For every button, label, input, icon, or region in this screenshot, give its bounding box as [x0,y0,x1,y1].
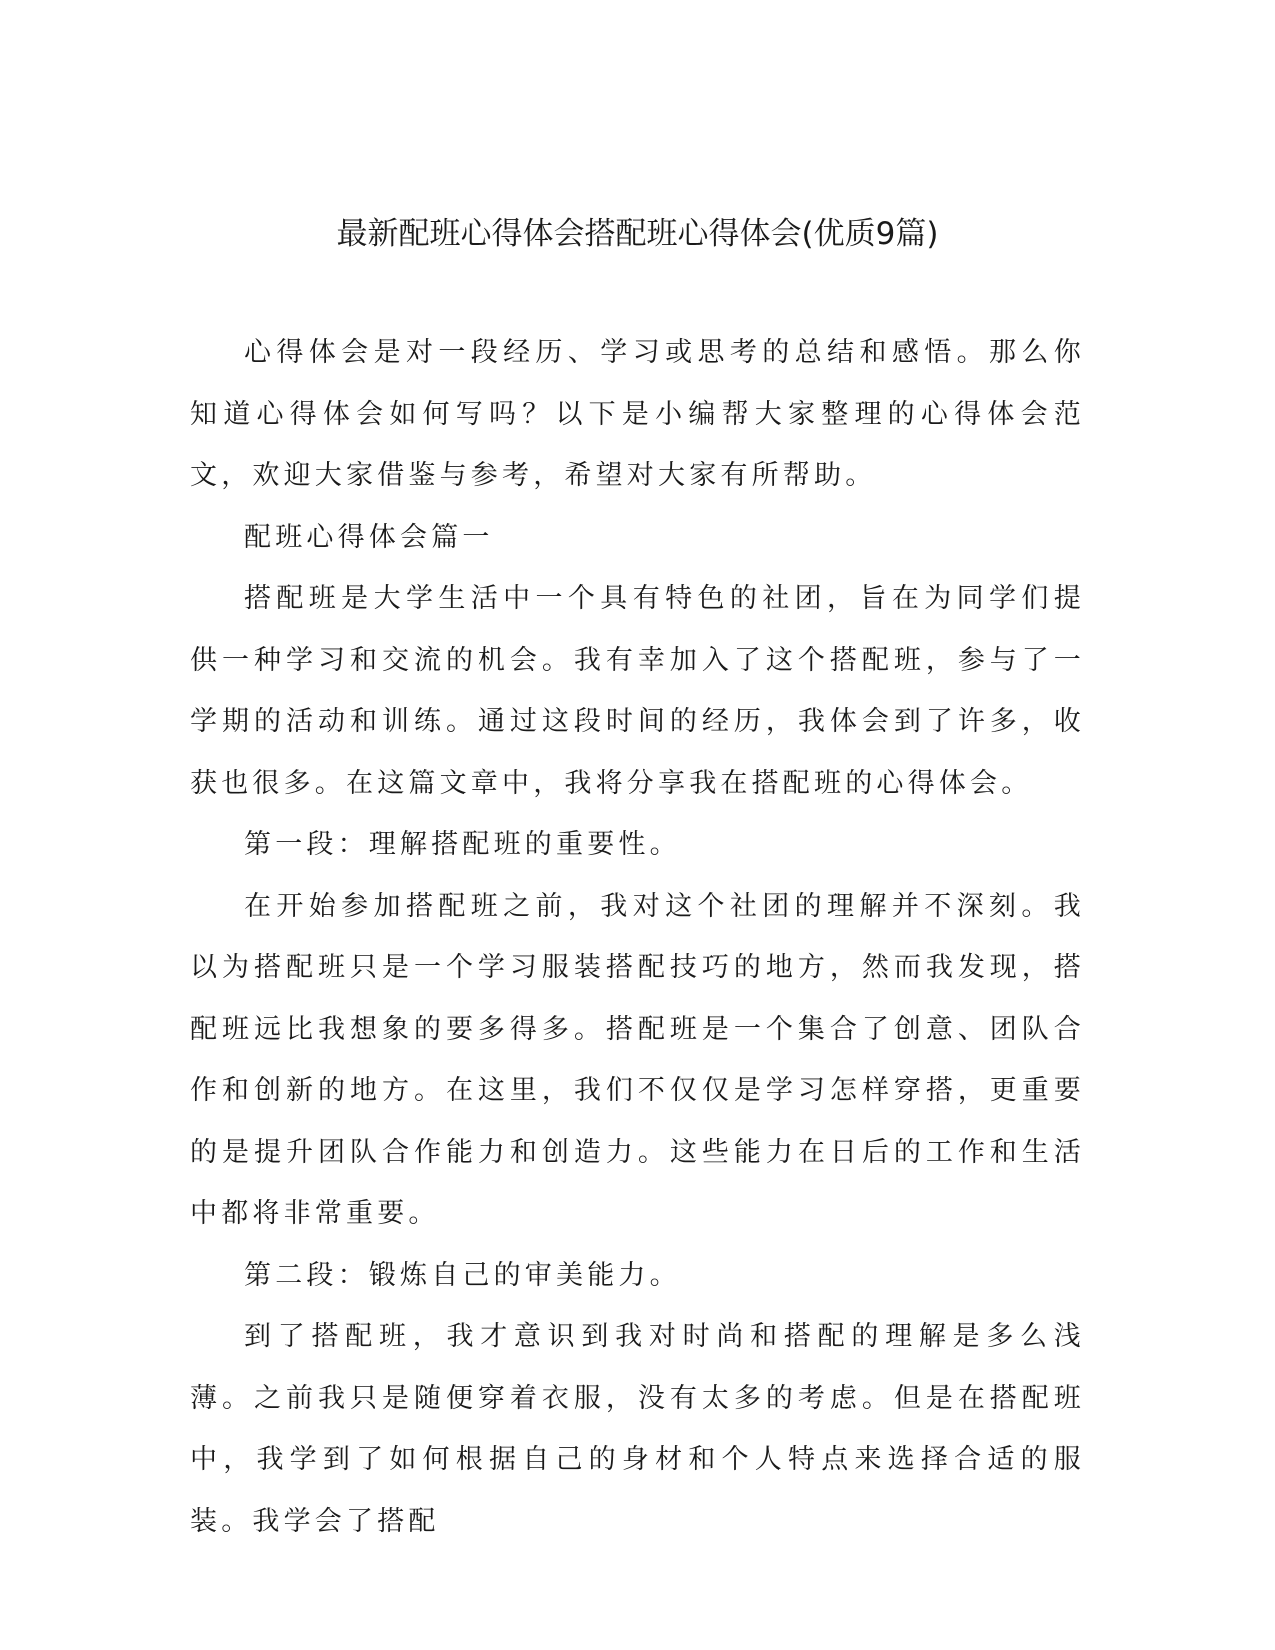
section-heading-part-one: 配班心得体会篇一 [244,521,494,553]
document-body [190,322,1085,1552]
page-title: 最新配班心得体会搭配班心得体会(优质9篇) [336,216,939,252]
paragraph-importance: 在开始参加搭配班之前，我对这个社团的理解并不深刻。我以为搭配班只是一个学习服装搭配技巧的地方，然而我发现，搭配班远比我想象的要多得多。搭配班是一个集合了创意、团队合作和创新的地方。在这里，我们不仅仅是学习怎样穿搭，更重要的是提升团队合作能力和创造力。这些能力在日后的工作和生活中都将非常重要。 [190,890,1085,1229]
paragraph-intro: 心得体会是对一段经历、学习或思考的总结和感悟。那么你知道心得体会如何写吗？以下是小编帮大家整理的心得体会范文，欢迎大家借鉴与参考，希望对大家有所帮助。 [190,337,1085,491]
section-heading-stage-one: 第一段：理解搭配班的重要性。 [244,829,681,860]
paragraph-club-intro: 搭配班是大学生活中一个具有特色的社团，旨在为同学们提供一种学习和交流的机会。我有幸加入了这个搭配班，参与了一学期的活动和训练。通过这段时间的经历，我体会到了许多，收获也很多。在这篇文章中，我将分享我在搭配班的心得体会。 [190,583,1085,799]
section-heading-stage-two: 第二段：锻炼自己的审美能力。 [244,1259,681,1291]
paragraph-aesthetics: 到了搭配班，我才意识到我对时尚和搭配的理解是多么浅薄。之前我只是随便穿着衣服，没有太多的考虑。但是在搭配班中，我学到了如何根据自己的身材和个人特点来选择合适的服装。我学会了搭配 [190,1321,1085,1537]
